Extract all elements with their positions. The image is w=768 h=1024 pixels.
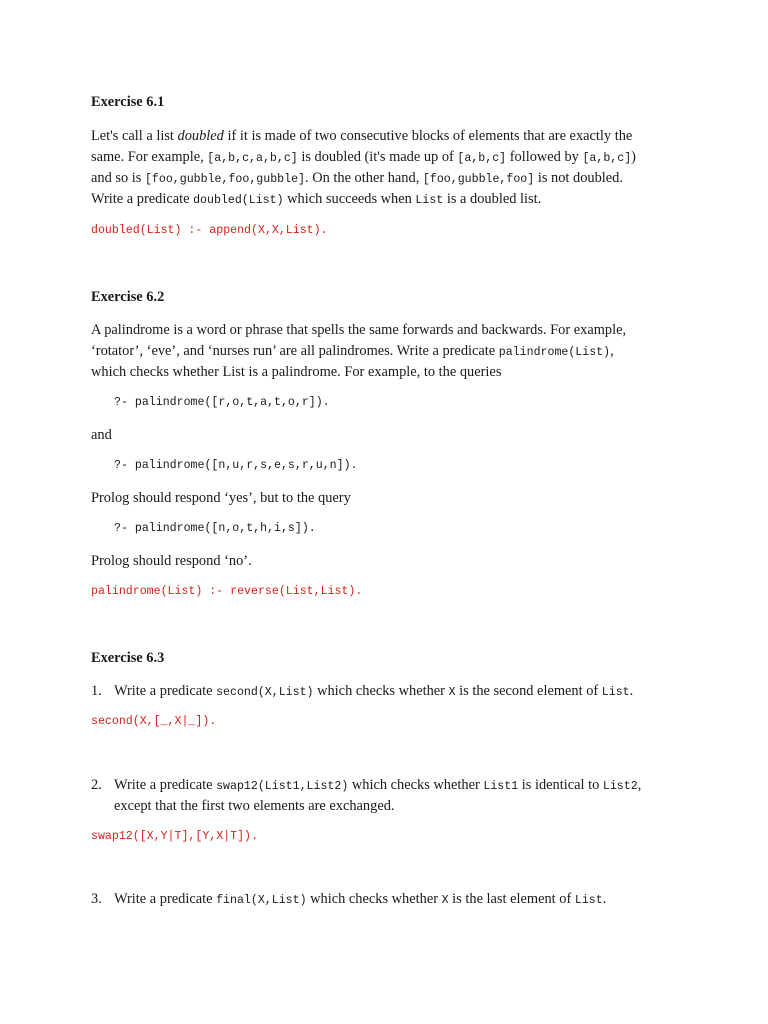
ex62-answer: palindrome(List) :- reverse(List,List).	[91, 585, 363, 598]
ex63-answer-2: swap12([X,Y|T],[Y,X|T]).	[91, 830, 258, 843]
ex62-query-2: ?- palindrome([n,u,r,s,e,s,r,u,n]).	[114, 459, 358, 472]
ex61-line-3: and so is [foo,gubble,foo,gubble]. On the other hand, [foo,gubble,foo] is not doubled.	[91, 170, 623, 186]
ex63-item-2-continued: except that the first two elements are exchanged.	[114, 798, 395, 814]
ex61-line-2: same. For example, [a,b,c,a,b,c] is doubled (it's made up of [a,b,c] followed by [a,b,c])	[91, 149, 636, 165]
ex63-item-2: 2. Write a predicate swap12(List1,List2) which checks whether List1 is identical to List2,	[91, 777, 642, 793]
ex62-line-2: ‘rotator’, ‘eve’, and ‘nurses run’ are all palindromes. Write a predicate palindrome(List),	[91, 343, 614, 359]
ex63-answer-1: second(X,[_,X|_]).	[91, 715, 217, 728]
ex63-item-3: 3. Write a predicate final(X,List) which checks whether X is the last element of List.	[91, 891, 607, 907]
ex62-line-1: A palindrome is a word or phrase that spells the same forwards and backwards. For example,	[91, 322, 627, 338]
ex62-query-1: ?- palindrome([r,o,t,a,t,o,r]).	[114, 396, 330, 409]
exercise-6-2-heading: Exercise 6.2	[91, 289, 165, 305]
ex62-no-text: Prolog should respond ‘no’.	[91, 553, 252, 569]
ex61-line-1: Let's call a list doubled if it is made of two consecutive blocks of elements that are exactly the	[91, 128, 633, 144]
ex62-yes-text: Prolog should respond ‘yes’, but to the query	[91, 490, 351, 506]
ex62-line-3: which checks whether List is a palindrome. For example, to the queries	[91, 364, 502, 380]
exercise-6-3-heading: Exercise 6.3	[91, 650, 165, 666]
ex61-answer: doubled(List) :- append(X,X,List).	[91, 224, 328, 237]
ex61-line-4: Write a predicate doubled(List) which succeeds when List is a doubled list.	[91, 191, 542, 207]
ex63-item-1: 1. Write a predicate second(X,List) which checks whether X is the second element of List.	[91, 683, 634, 699]
ex62-and: and	[91, 427, 112, 443]
ex62-query-3: ?- palindrome([n,o,t,h,i,s]).	[114, 522, 316, 535]
exercise-6-1-heading: Exercise 6.1	[91, 94, 165, 110]
